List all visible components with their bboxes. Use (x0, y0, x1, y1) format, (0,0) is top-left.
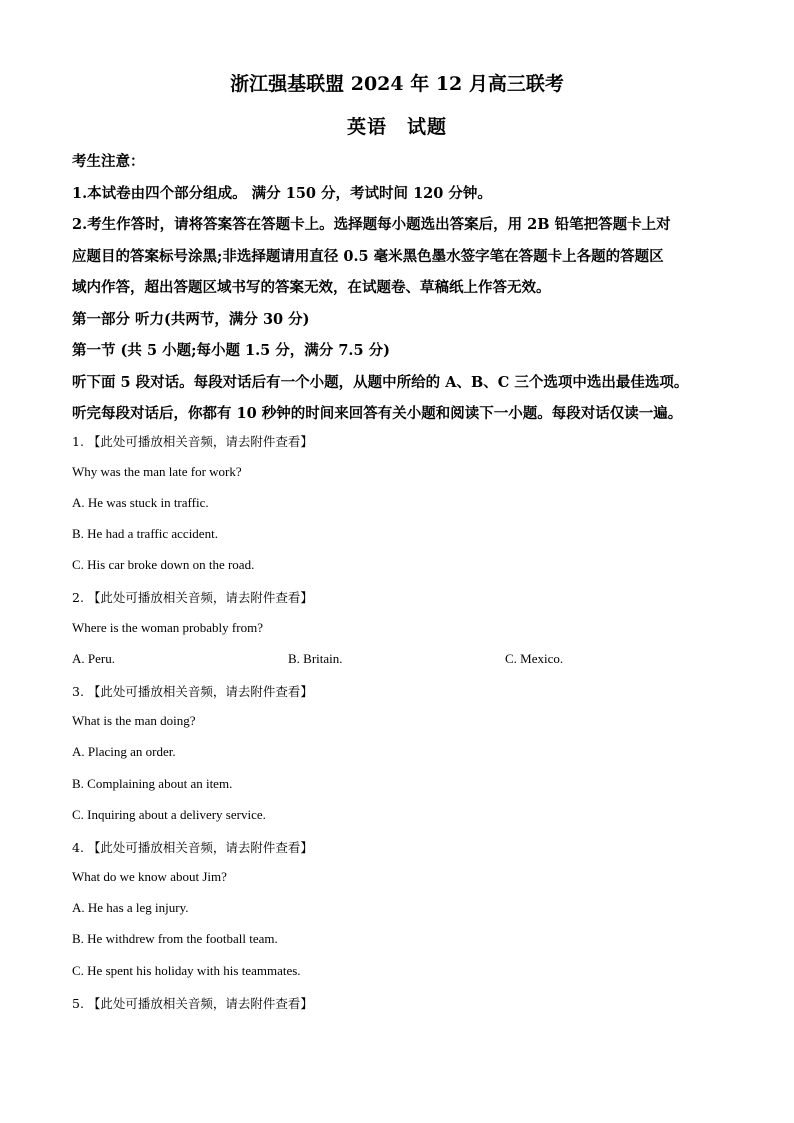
option-b: B. Britain. (288, 651, 343, 666)
audio-placeholder[interactable]: 4. 【此处可播放相关音频，请去附件查看】 (72, 840, 313, 855)
section1-heading: 第一节 (共 5 小题;每小题 1.5 分，满分 7.5 分) (72, 342, 390, 359)
question-stem: What is the man doing? (72, 713, 196, 728)
notice-item-2-line-2: 应题目的答案标号涂黑;非选择题请用直径 0.5 毫米黑色墨水签字笔在答题卡上各题的答题区 (72, 248, 664, 265)
option-b: B. He had a traffic accident. (72, 526, 218, 541)
exam-subtitle: 英语 试题 (346, 116, 447, 138)
option-b: B. He withdrew from the football team. (72, 931, 278, 946)
listening-instruction-line-2: 听完每段对话后，你都有 10 秒钟的时间来回答有关小题和阅读下一小题。每段对话仅读一遍。 (72, 405, 683, 422)
notice-label: 考生注意： (72, 153, 145, 170)
question-stem: What do we know about Jim? (72, 869, 227, 884)
option-c: C. His car broke down on the road. (72, 557, 255, 572)
part1-heading: 第一部分 听力(共两节，满分 30 分) (72, 311, 310, 328)
option-c: C. He spent his holiday with his teammates. (72, 963, 301, 978)
listening-instruction-line-1: 听下面 5 段对话。每段对话后有一个小题，从题中所给的 A、B、C 三个选项中选出最佳选项。 (72, 374, 689, 391)
audio-placeholder[interactable]: 3. 【此处可播放相关音频，请去附件查看】 (72, 684, 313, 699)
option-c: C. Mexico. (505, 651, 564, 666)
audio-placeholder[interactable]: 1. 【此处可播放相关音频，请去附件查看】 (72, 434, 313, 449)
option-a: A. He was stuck in traffic. (72, 495, 209, 510)
audio-placeholder[interactable]: 5. 【此处可播放相关音频，请去附件查看】 (72, 996, 313, 1011)
option-b: B. Complaining about an item. (72, 776, 233, 791)
exam-title: 浙江强基联盟 2024 年 12 月高三联考 (230, 73, 564, 95)
notice-item-2-line-1: 2.考生作答时，请将答案答在答题卡上。选择题每小题选出答案后，用 2B 铅笔把答题卡上对 (72, 216, 671, 233)
notice-item-2-line-3: 域内作答，超出答题区域书写的答案无效，在试题卷、草稿纸上作答无效。 (72, 279, 551, 296)
option-a: A. Peru. (72, 651, 115, 666)
audio-placeholder[interactable]: 2. 【此处可播放相关音频，请去附件查看】 (72, 590, 313, 605)
question-stem: Where is the woman probably from? (72, 620, 263, 635)
option-c: C. Inquiring about a delivery service. (72, 807, 266, 822)
question-stem: Why was the man late for work? (72, 464, 242, 479)
option-a: A. Placing an order. (72, 744, 176, 759)
notice-item-1: 1.本试卷由四个部分组成。 满分 150 分，考试时间 120 分钟。 (72, 185, 492, 202)
option-a: A. He has a leg injury. (72, 900, 189, 915)
